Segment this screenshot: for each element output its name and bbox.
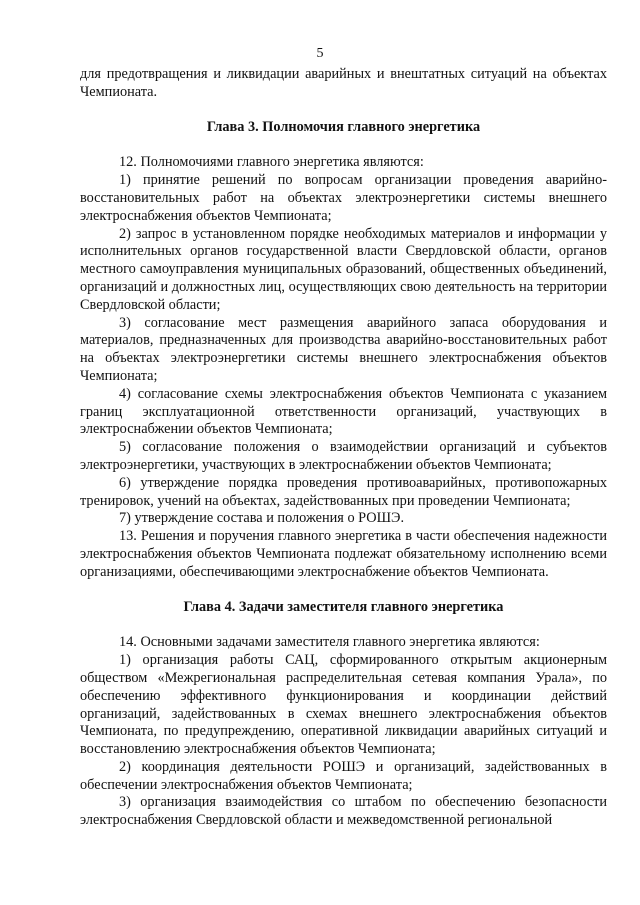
clause-12-item-5: 5) согласование положения о взаимодействии организаций и субъектов электроэнергетики, участвующих в электроснабжении объектов Чемпионата; bbox=[80, 439, 607, 473]
chapter-4-heading: Глава 4. Задачи заместителя главного энергетика bbox=[183, 598, 504, 615]
page-number: 5 bbox=[316, 46, 324, 61]
clause-12-item-2: 2) запрос в установленном порядке необходимых материалов и информации у исполнительных органов государственной власти Свердловской области, органов местного самоуправления муниципальных образований, общественных объединений, организаций и должностных лиц, осуществляющих свою деятельность на территории Свердловской области; bbox=[80, 225, 607, 313]
clause-12-item-1: 1) принятие решений по вопросам организации проведения аварийно-восстановительных работ на объектах электроэнергетики системы внешнего электроснабжения объектов Чемпионата; bbox=[80, 172, 607, 224]
chapter-3-section bbox=[80, 154, 607, 581]
clause-14-item-1: 1) организация работы САЦ, сформированного открытым акционерным обществом «Межрегиональная распределительная сетевая компания Урала», по обеспечению эффективного функционирования и координации действий организаций, задействованных в схемах внешнего электроснабжения объектов Чемпионата, по предупреждению, оперативной ликвидации аварийных ситуаций и восстановлению электроснабжения объектов Чемпионата; bbox=[80, 652, 607, 758]
clause-12-item-7: 7) утверждение состава и положения о РОШЭ. bbox=[119, 510, 405, 527]
clause-12-item-3: 3) согласование мест размещения аварийного запаса оборудования и материалов, предназначенных для производства аварийно-восстановительных работ на объектах электроэнергетики системы внешнего электроснабжения объектов Чемпионата; bbox=[80, 314, 607, 384]
document-body bbox=[80, 66, 607, 830]
clause-14-item-2: 2) координация деятельности РОШЭ и организаций, задействованных в обеспечении электроснабжения объектов Чемпионата; bbox=[80, 758, 607, 793]
chapter-4-section bbox=[80, 634, 607, 830]
clause-12-item-4: 4) согласование схемы электроснабжения объектов Чемпионата с указанием границ эксплуатационной ответственности организаций, участвующих в электроснабжении объектов Чемпионата; bbox=[80, 385, 607, 438]
clause-14-item-3: 3) организация взаимодействия со штабом по обеспечению безопасности электроснабжения Свердловской области и межведомственной региональной bbox=[80, 794, 607, 829]
paragraph-continuation: для предотвращения и ликвидации аварийных и внештатных ситуаций на объектах Чемпионата. bbox=[80, 66, 607, 100]
clause-14: 14. Основными задачами заместителя главного энергетика являются: bbox=[119, 634, 540, 651]
clause-12: 12. Полномочиями главного энергетика являются: bbox=[119, 154, 424, 171]
clause-12-item-6: 6) утверждение порядка проведения противоаварийных, противопожарных тренировок, учений на объектах, задействованных при проведении Чемпионата; bbox=[80, 474, 607, 509]
chapter-3-heading: Глава 3. Полномочия главного энергетика bbox=[206, 118, 481, 135]
clause-13: 13. Решения и поручения главного энергетика в части обеспечения надежности электроснабжения объектов Чемпионата подлежат обязательному исполнению всеми организациями, обеспечивающими электроснабжение объектов Чемпионата. bbox=[80, 528, 607, 580]
